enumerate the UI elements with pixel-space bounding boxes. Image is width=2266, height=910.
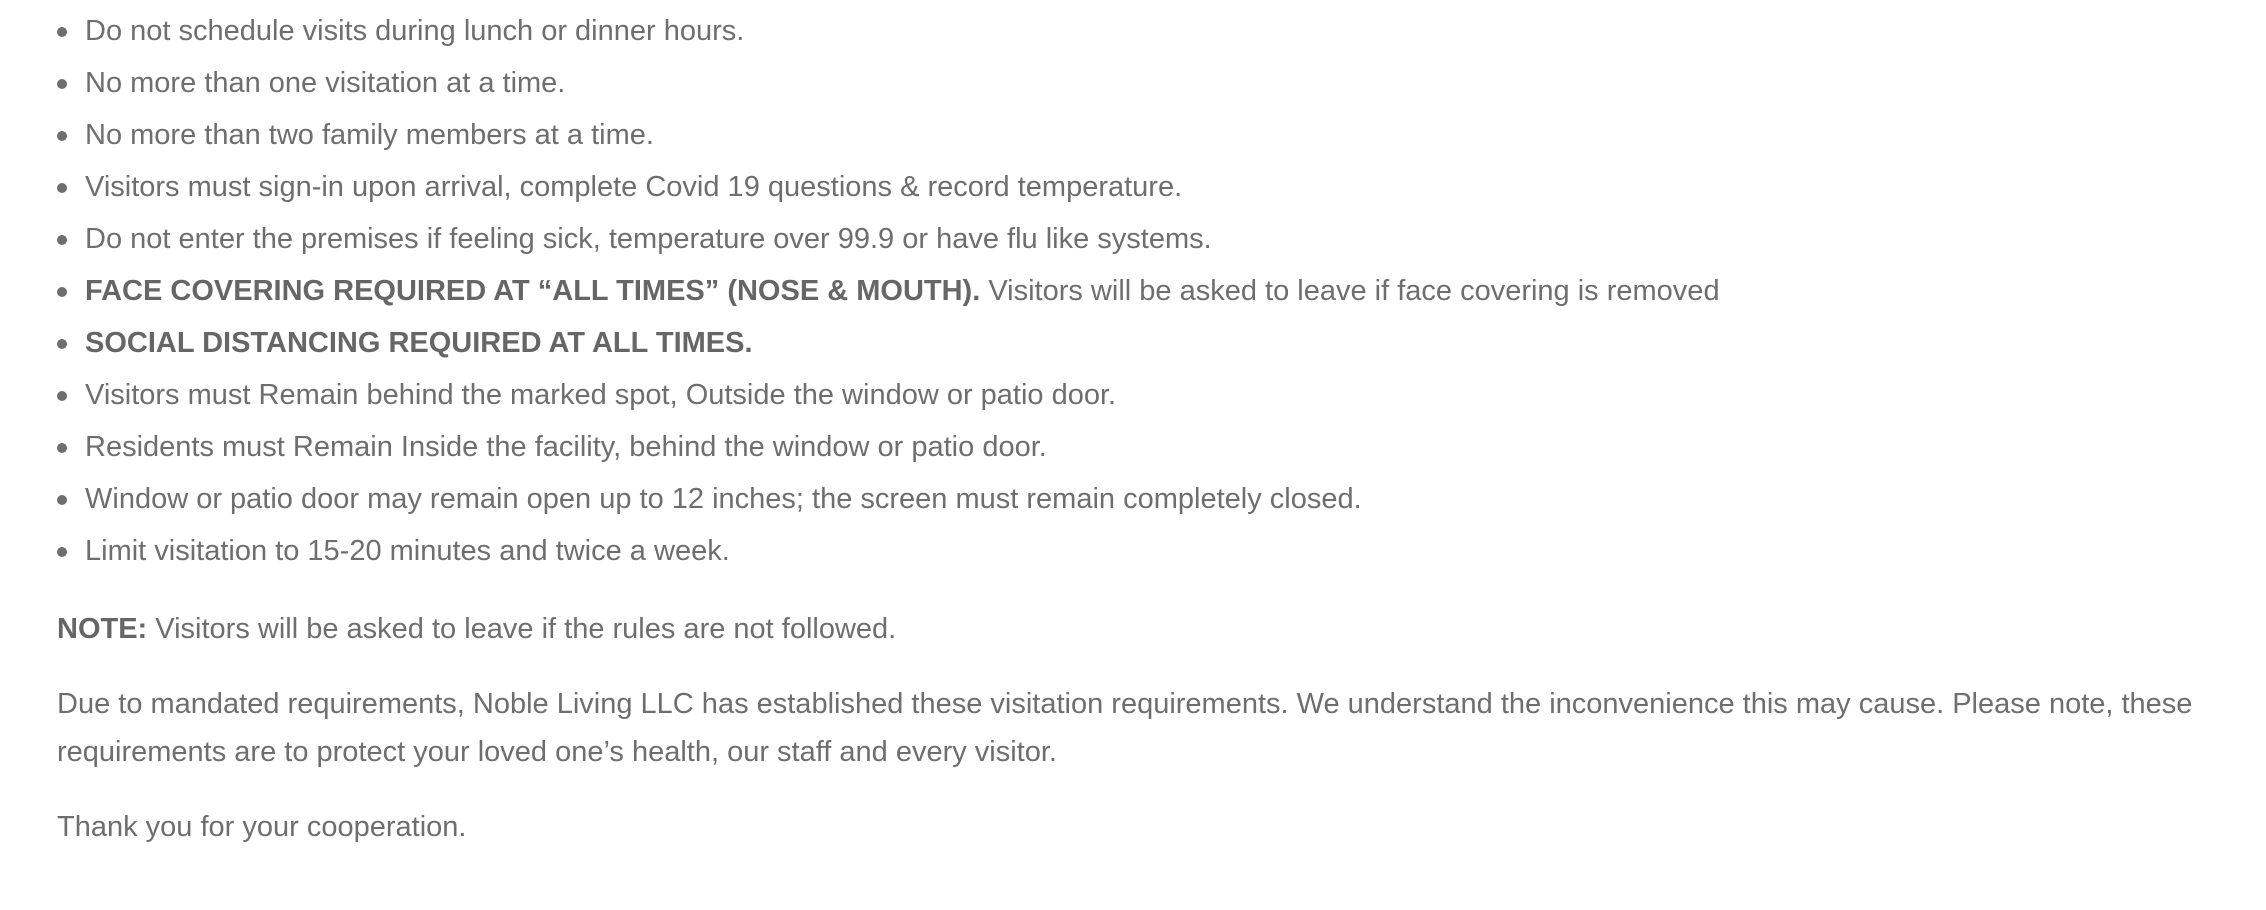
note-text: Visitors will be asked to leave if the rules are not followed. bbox=[147, 613, 897, 645]
list-item bbox=[57, 529, 2217, 581]
rule-bold-text: SOCIAL DISTANCING REQUIRED AT ALL TIMES. bbox=[85, 327, 753, 359]
rule-text: Visitors will be asked to leave if face covering is removed bbox=[980, 275, 1720, 307]
bullet-icon bbox=[57, 287, 67, 297]
list-item bbox=[57, 61, 2217, 113]
list-item bbox=[57, 321, 2217, 373]
rule-text: Do not schedule visits during lunch or dinner hours. bbox=[85, 15, 745, 47]
list-item bbox=[57, 9, 2217, 61]
bullet-icon bbox=[57, 183, 67, 193]
list-item bbox=[57, 477, 2217, 529]
list-item bbox=[57, 217, 2217, 269]
bullet-icon bbox=[57, 495, 67, 505]
mandate-paragraph: Due to mandated requirements, Noble Living LLC has established these visitation requirements. We understand the inconvenience this may cause. Please note, these requirements are to protect your loved one’s health, our staff and every visitor. bbox=[57, 688, 2193, 768]
note-paragraph bbox=[57, 605, 2217, 653]
visitation-rules-list bbox=[57, 9, 2217, 581]
bullet-icon bbox=[57, 339, 67, 349]
rule-text: No more than one visitation at a time. bbox=[85, 67, 566, 99]
rule-text: Window or patio door may remain open up to 12 inches; the screen must remain completely closed. bbox=[85, 483, 1362, 515]
list-item bbox=[57, 113, 2217, 165]
thanks-paragraph: Thank you for your cooperation. bbox=[57, 811, 467, 843]
bullet-icon bbox=[57, 235, 67, 245]
list-item bbox=[57, 425, 2217, 477]
rule-text: Do not enter the premises if feeling sick, temperature over 99.9 or have flu like systems. bbox=[85, 223, 1212, 255]
list-item bbox=[57, 165, 2217, 217]
note-label: NOTE: bbox=[57, 613, 148, 645]
bullet-icon bbox=[57, 547, 67, 557]
rule-text: Visitors must sign-in upon arrival, complete Covid 19 questions & record temperature. bbox=[85, 171, 1183, 203]
rule-text: Visitors must Remain behind the marked spot, Outside the window or patio door. bbox=[85, 379, 1117, 411]
bullet-icon bbox=[57, 79, 67, 89]
bullet-icon bbox=[57, 443, 67, 453]
rule-text: No more than two family members at a time. bbox=[85, 119, 654, 151]
rule-text: Limit visitation to 15-20 minutes and twice a week. bbox=[85, 535, 730, 567]
rule-text: Residents must Remain Inside the facility, behind the window or patio door. bbox=[85, 431, 1047, 463]
bullet-icon bbox=[57, 27, 67, 37]
bullet-icon bbox=[57, 131, 67, 141]
list-item bbox=[57, 373, 2217, 425]
list-item bbox=[57, 269, 2217, 321]
bullet-icon bbox=[57, 391, 67, 401]
rule-bold-text: FACE COVERING REQUIRED AT “ALL TIMES” (NOSE & MOUTH). bbox=[85, 275, 981, 307]
